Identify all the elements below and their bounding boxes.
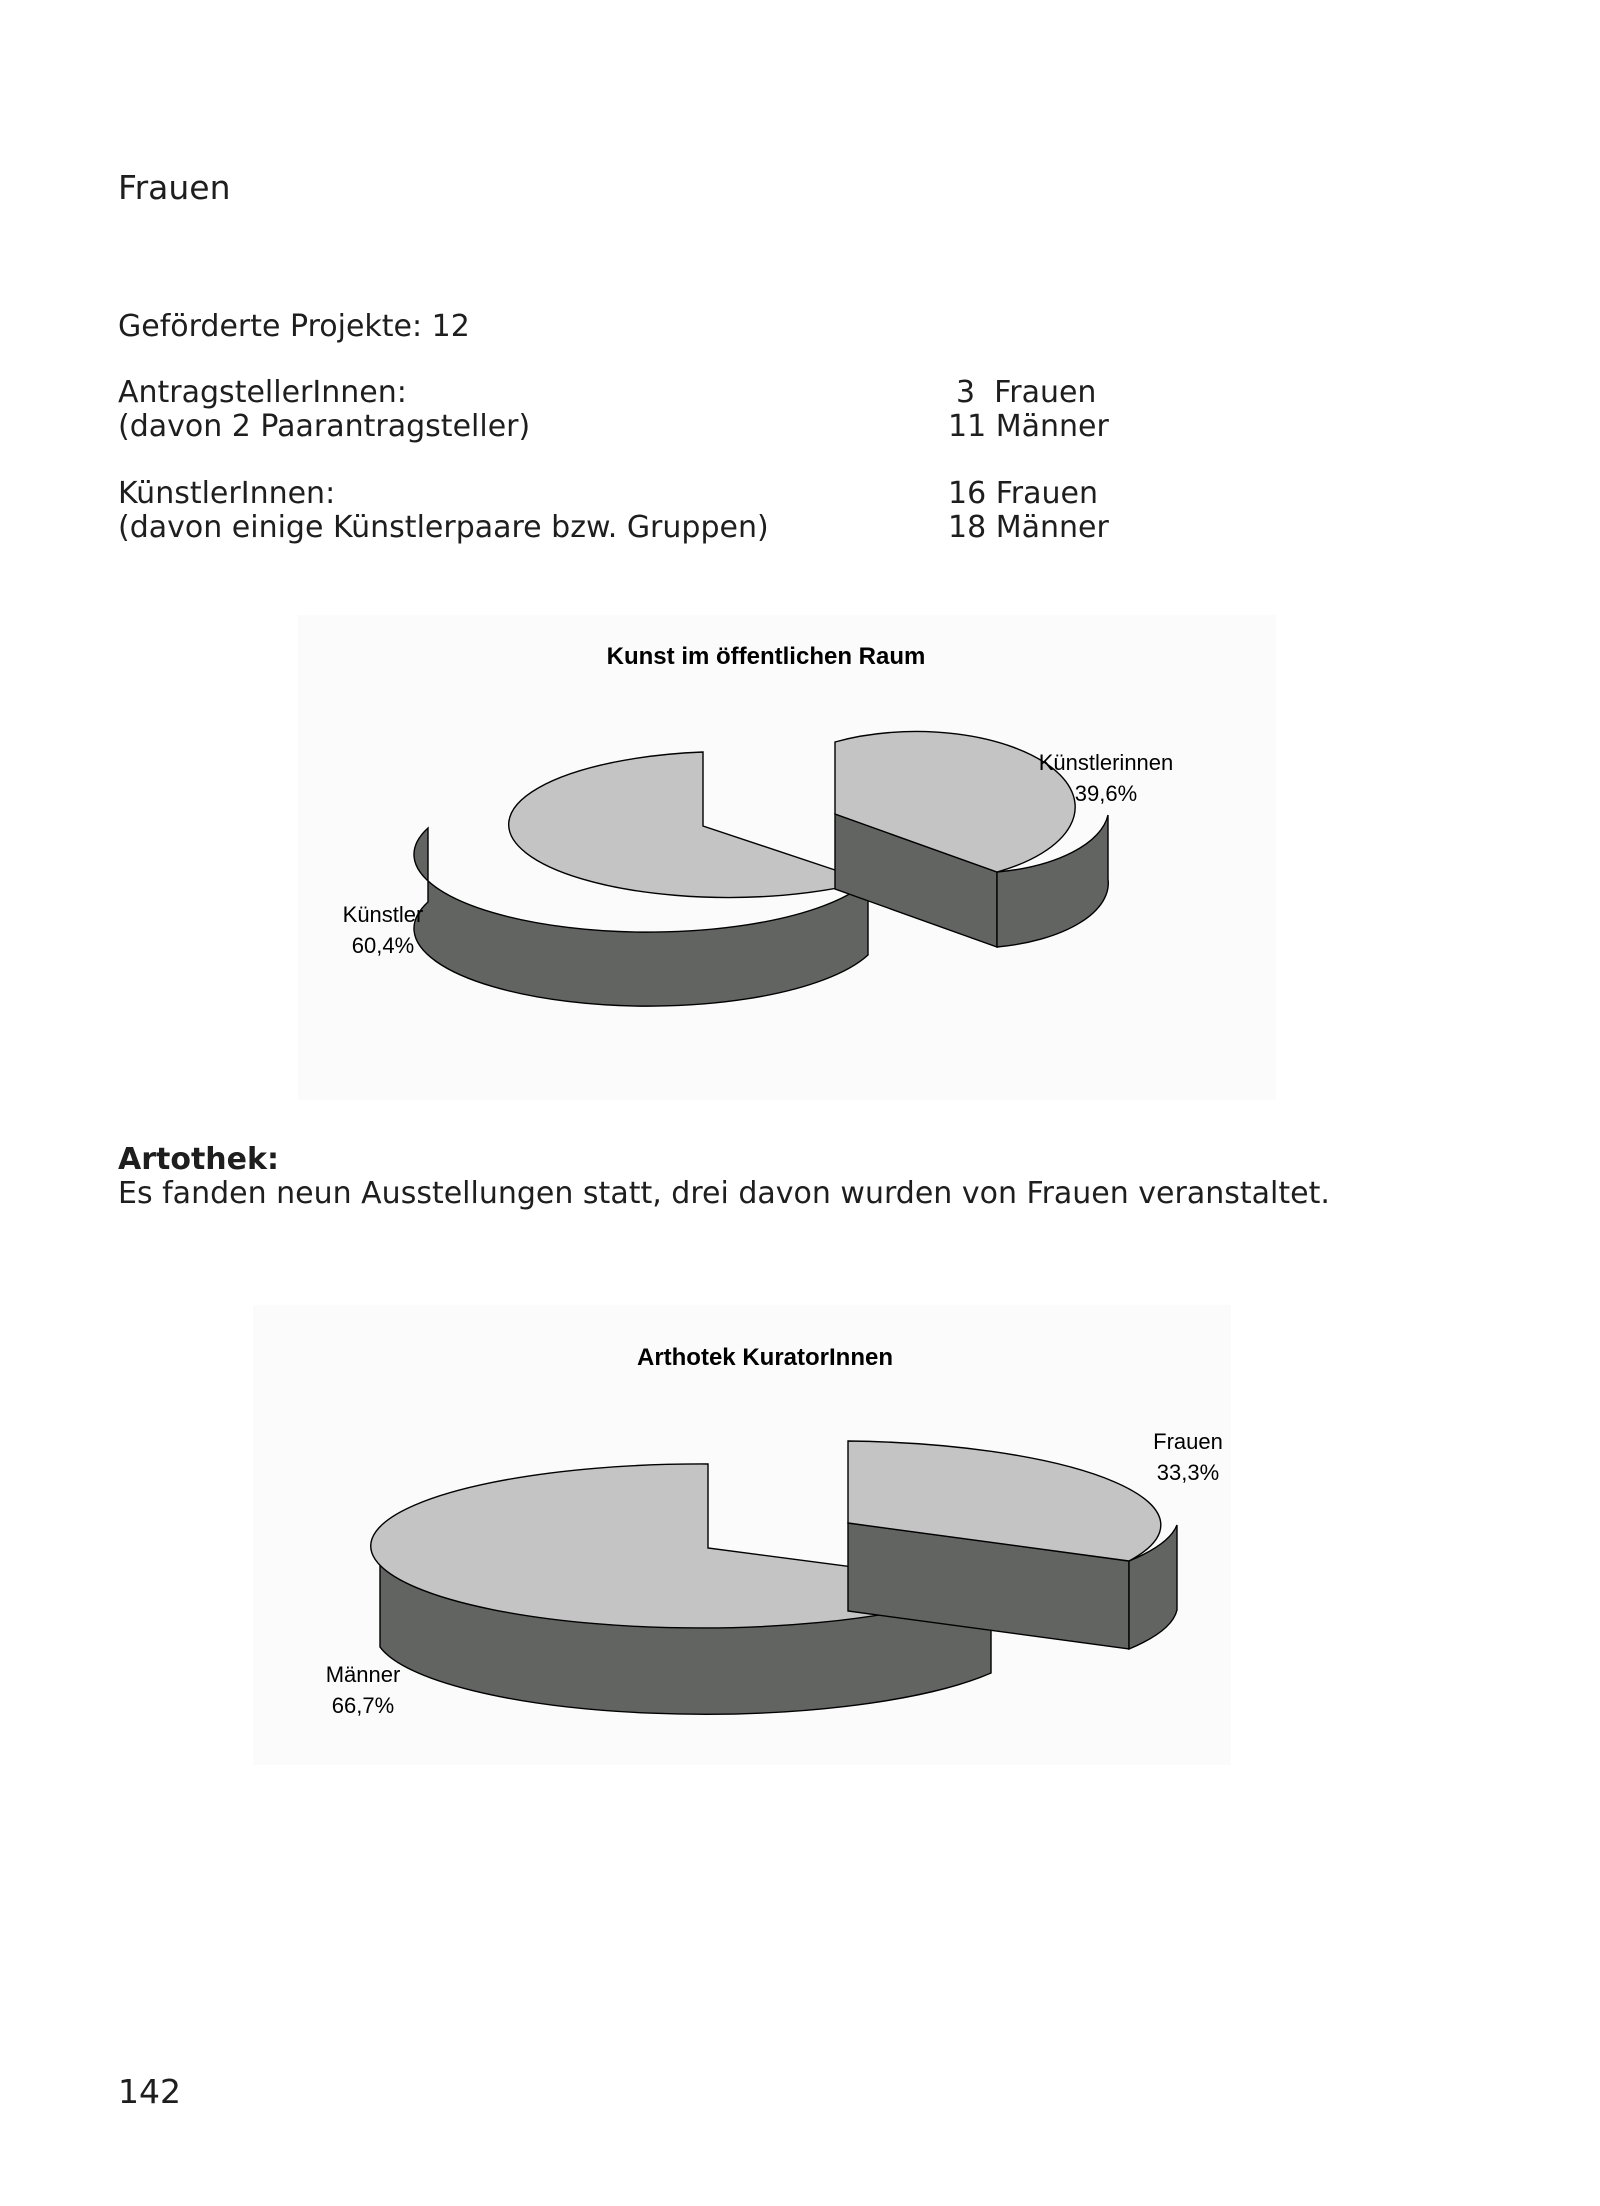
chart-2-label-maenner-name: Männer [325,1662,401,1687]
artists-women: 16 Frauen [948,476,1098,511]
chart-1-title: Kunst im öffentlichen Raum [606,643,926,670]
artothek-heading: Artothek: [118,1142,279,1177]
chart-2-label-maenner-percent: 66,7% [331,1693,395,1718]
chart-1-label-kuenstlerinnen-percent: 39,6% [1074,781,1138,806]
chart-1-label-kuenstlerinnen-name: Künstlerinnen [1038,750,1174,775]
projects-line: Geförderte Projekte: 12 [118,309,470,344]
applicants-label: AntragstellerInnen: [118,375,407,410]
applicants-men: 11 Männer [948,409,1109,444]
chart-2-slice-frauen [848,1441,1177,1649]
artothek-text: Es fanden neun Ausstellungen statt, drei davon wurden von Frauen veranstaltet. [118,1176,1330,1211]
chart-2-title: Arthotek KuratorInnen [636,1344,894,1371]
chart-1-label-kuenstler-name: Künstler [342,902,424,927]
page-number: 142 [118,2072,181,2111]
chart-2-label-frauen-percent: 33,3% [1156,1460,1220,1485]
chart-arthotek-kuratorinnen [253,1305,1231,1765]
chart-kunst-oeffentlicher-raum [298,615,1276,1100]
artists-label: KünstlerInnen: [118,476,336,511]
applicants-women: 3 Frauen [956,375,1097,410]
artists-note: (davon einige Künstlerpaare bzw. Gruppen) [118,510,769,545]
applicants-note: (davon 2 Paarantragsteller) [118,409,531,444]
chart-2-svg [253,1305,1231,1765]
chart-1-svg [298,615,1276,1100]
chart-1-slice-kuenstler [414,752,868,1006]
chart-2-label-frauen-name: Frauen [1153,1429,1223,1454]
artists-men: 18 Männer [948,510,1109,545]
chart-1-label-kuenstler-percent: 60,4% [351,933,415,958]
section-title: Frauen [118,168,231,207]
